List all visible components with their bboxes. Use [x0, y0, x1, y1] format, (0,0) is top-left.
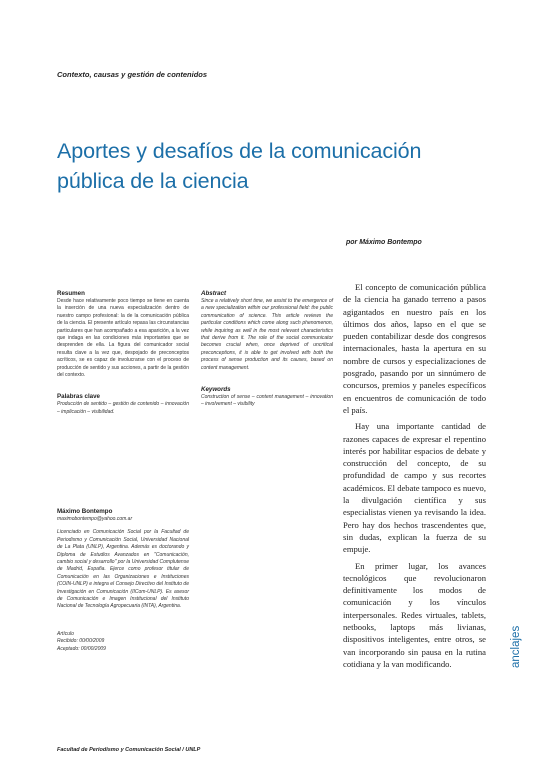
- resumen-text: Desde hace relativamente poco tiempo se tiene en cuenta la inserción de una nueva especialización dentro de nuestro campo profesional: la de la comunicación pública de la ciencia. El presente artículo repasa las circunstancias particulares que han acompañado a esa aparición, a la vez que indaga en las condiciones más importantes que se desprenden de ella. La figura del comunicador social resulta clave a la vez que, despojado de preconceptos acríticos, se es capaz de involucrarse con el proceso de producción de sentido y sus acciones, a partir de la gestión del contexto.: [57, 298, 189, 379]
- side-label-text: anclajes: [510, 625, 522, 668]
- palabras-text: Producción de sentido – gestión de contenido – innovación – implicación – visibilidad.: [57, 401, 189, 415]
- author-email[interactable]: maximobontempo@yahoo.com.ar: [57, 516, 133, 522]
- author-info-block: [57, 508, 189, 611]
- page-footer: Facultad de Periodismo y Comunicación Social / UNLP: [57, 747, 201, 753]
- resumen-block: [57, 290, 189, 379]
- title-line-1: Aportes y desafíos de la comunicación: [57, 139, 422, 163]
- resumen-heading: Resumen: [57, 290, 85, 297]
- palabras-block: [57, 393, 189, 416]
- article-info-block: [57, 631, 189, 653]
- body-column: [343, 281, 486, 674]
- keywords-text: Construction of sense – content management – innovation – involvement – visibility: [201, 394, 333, 408]
- abstract-heading: Abstract: [201, 290, 227, 297]
- section-label: Contexto, causas y gestión de contenidos: [57, 70, 208, 79]
- accepted-date: Aceptado: 00/00/2009: [57, 645, 106, 652]
- article-title: [57, 136, 487, 196]
- body-paragraph-2: Hay una importante cantidad de razones capaces de expresar el repentino interés por habilitar espacios de debate y construcción del concepto, de su profundidad de campo y sus recortes académicos. El debate tampoco es nuevo, la divulgación científica y sus especialistas vienen ya revisando la idea. Pero hay dos hechos trascendentes que, sin dudas, explican la fuerza de su empuje.: [343, 421, 486, 555]
- keywords-block: [201, 386, 333, 409]
- author-bio: Licenciado en Comunicación Social por la Facultad de Periodismo y Comunicación Social, Universidad Nacional de La Plata (UNLP), Argentina. Además es doctorando y Diploma de Estudios Avanzados en "Comunicación, cambio social y desarrollo" por la Universidad Complutense de Madrid, España. Ejerce como profesor titular de Comunicación en las Organizaciones e Instituciones (COIN-UNLP) e integra el Consejo Directivo del Instituto de Investigación en Comunicación (IICom-UNLP). Es asesor de Comunicación e Imagen Institucional del Instituto Nacional de Tecnología Agropecuaria (INTA), Argentina.: [57, 529, 189, 610]
- author-byline: por Máximo Bontempo: [346, 239, 422, 246]
- abstract-text: Since a relatively short time, we assist to the emergence of a new specialization within our professional field: the public communication of science. This article reviews the particular conditions which come along such phenomenon, while inquiring as well in the most relevant characteristics that derive from it. The role of the social communicator becomes crucial when, once deprived of uncritical preconceptions, it is able to get involved with both the process of sense production and its causes, based on content management.: [201, 298, 333, 371]
- body-paragraph-1: El concepto de comunicación pública de la ciencia ha ganado terreno a pasos agigantados en nuestro país en los últimos dos años, lapso en el que se pueden contabilizar desde dos congresos internacionales, hasta la apertura en su nombre de cursos y especializaciones de posgrado, pasando por un sinnúmero de concursos, premios y paneles específicos en encuentros de comunicación de todo el país.: [343, 282, 486, 415]
- palabras-heading: Palabras clave: [57, 393, 101, 401]
- abstract-block: [201, 290, 333, 372]
- title-line-2: pública de la ciencia: [57, 169, 249, 193]
- body-paragraph-3: En primer lugar, los avances tecnológicos que revolucionaron definitivamente los modos de comunicación y los vínculos interpersonales. Redes virtuales, tablets, netbooks, laptops más livianas, dispositivos inteligentes, entre otros, se van incorporando sin pausa en la rutina cotidiana y la van modificando.: [343, 560, 486, 669]
- left-column: [57, 290, 189, 430]
- received-date: Recibido: 00/00/2009: [57, 638, 105, 645]
- side-label: [510, 608, 522, 668]
- keywords-heading: Keywords: [201, 386, 231, 394]
- author-name: Máximo Bontempo: [57, 508, 113, 515]
- article-label: Artículo: [57, 631, 74, 637]
- middle-column: [201, 290, 333, 423]
